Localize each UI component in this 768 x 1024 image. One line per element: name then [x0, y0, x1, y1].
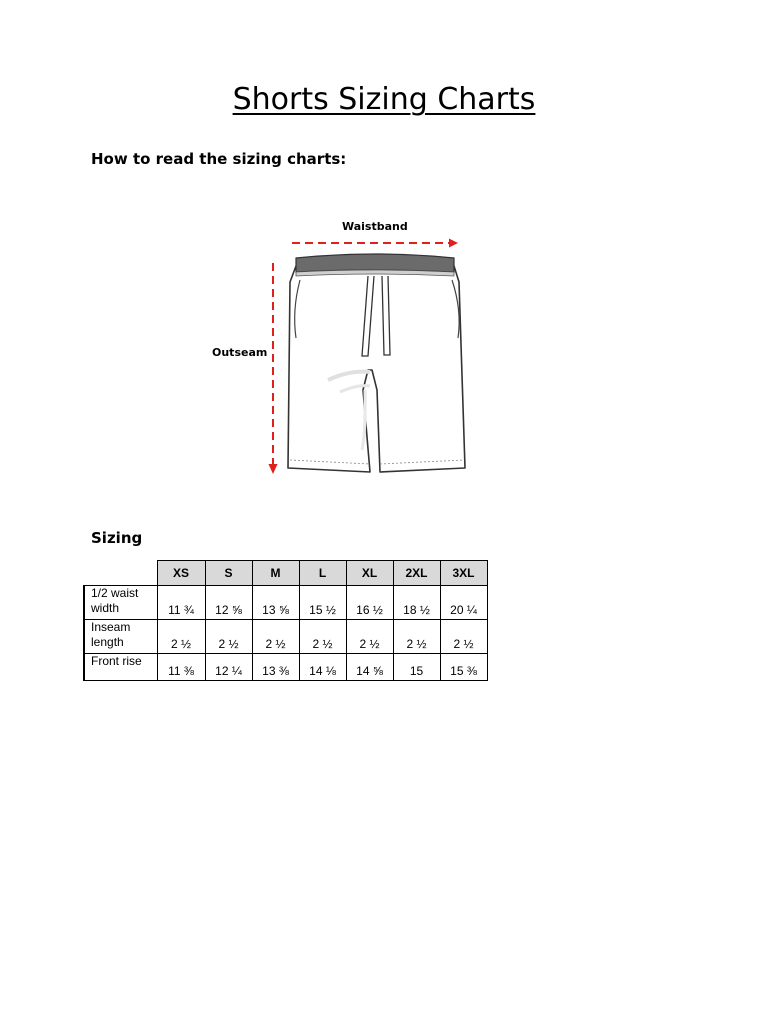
shorts-diagram [200, 210, 480, 485]
size-header: XS [157, 561, 205, 586]
table-cell: 2 ½ [157, 620, 205, 654]
table-cell: 2 ½ [252, 620, 299, 654]
row-label: Inseam length [84, 620, 157, 654]
waistband-arrowhead [449, 239, 458, 248]
header-blank [84, 561, 157, 586]
size-header: S [205, 561, 252, 586]
table-cell: 15 ⅜ [440, 654, 487, 681]
table-cell: 12 ⅝ [205, 586, 252, 620]
size-header: XL [346, 561, 393, 586]
table-cell: 13 ⅝ [252, 586, 299, 620]
sizing-table [83, 560, 488, 681]
drawstring-right [382, 276, 390, 355]
table-cell: 11 ¾ [157, 586, 205, 620]
table-cell: 20 ¼ [440, 586, 487, 620]
table-cell: 2 ½ [346, 620, 393, 654]
table-cell: 11 ⅜ [157, 654, 205, 681]
waistband [296, 254, 454, 272]
table-cell: 2 ½ [205, 620, 252, 654]
table-cell: 15 [393, 654, 440, 681]
table-cell: 2 ½ [393, 620, 440, 654]
table-row [84, 586, 487, 620]
table-cell: 2 ½ [299, 620, 346, 654]
table-row [84, 620, 487, 654]
table-cell: 16 ½ [346, 586, 393, 620]
table-cell: 15 ½ [299, 586, 346, 620]
size-header-row [84, 561, 487, 586]
size-header: 2XL [393, 561, 440, 586]
table-cell: 18 ½ [393, 586, 440, 620]
sizing-heading: Sizing [91, 529, 143, 547]
how-to-read-heading: How to read the sizing charts: [91, 150, 347, 168]
table-cell: 12 ¼ [205, 654, 252, 681]
table-cell: 2 ½ [440, 620, 487, 654]
size-header: L [299, 561, 346, 586]
page-title: Shorts Sizing Charts [232, 82, 536, 117]
outseam-arrowhead [269, 464, 278, 474]
table-cell: 13 ⅜ [252, 654, 299, 681]
row-label: 1/2 waist width [84, 586, 157, 620]
size-header: 3XL [440, 561, 487, 586]
row-label: Front rise [84, 654, 157, 681]
table-cell: 14 ⅝ [346, 654, 393, 681]
size-header: M [252, 561, 299, 586]
table-row [84, 654, 487, 681]
shorts-body [288, 266, 465, 472]
table-cell: 14 ⅛ [299, 654, 346, 681]
outseam-label: Outseam [212, 346, 268, 359]
waistband-label: Waistband [342, 220, 408, 233]
